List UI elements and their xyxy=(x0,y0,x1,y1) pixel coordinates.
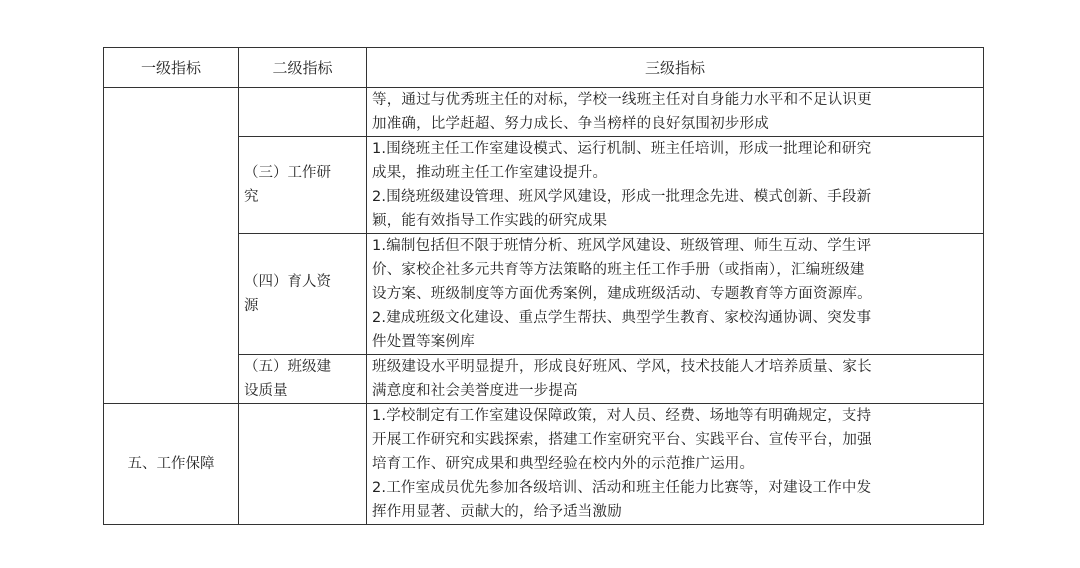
level2-cell xyxy=(239,355,367,404)
level3-line: 2.建成班级文化建设、重点学生帮扶、典型学生教育、家校沟通协调、突发事 xyxy=(372,310,872,326)
level2-line: 究 xyxy=(244,189,259,205)
level2-line: （五）班级建 xyxy=(244,359,331,375)
level1-cell: 五、工作保障 xyxy=(104,404,239,525)
level2-line: （三）工作研 xyxy=(244,165,331,181)
level3-cell xyxy=(367,88,984,137)
table-row xyxy=(104,404,984,525)
header-level3: 三级指标 xyxy=(367,48,984,88)
level3-line: 班级建设水平明显提升，形成良好班风、学风，技术技能人才培养质量、家长 xyxy=(372,359,872,375)
level1-cell-continued xyxy=(104,88,239,404)
header-level1: 一级指标 xyxy=(104,48,239,88)
level3-line: 满意度和社会美誉度进一步提高 xyxy=(372,383,578,399)
table-header-row xyxy=(104,48,984,88)
level3-line: 培育工作、研究成果和典型经验在校内外的示范推广运用。 xyxy=(372,456,755,472)
level2-cell xyxy=(239,137,367,234)
level3-line: 加准确，比学赶超、努力成长、争当榜样的良好氛围初步形成 xyxy=(372,116,769,132)
level3-cell xyxy=(367,355,984,404)
level2-cell-empty xyxy=(239,404,367,525)
level3-line: 成果，推动班主任工作室建设提升。 xyxy=(372,165,608,181)
level3-line: 等，通过与优秀班主任的对标，学校一线班主任对自身能力水平和不足认识更 xyxy=(372,92,872,108)
level2-line: 源 xyxy=(244,298,259,314)
level3-line: 2.工作室成员优先参加各级培训、活动和班主任能力比赛等，对建设工作中发 xyxy=(372,480,872,496)
level3-line: 挥作用显著、贡献大的，给予适当激励 xyxy=(372,504,622,520)
level2-cell-continued xyxy=(239,88,367,137)
level2-line: （四）育人资 xyxy=(244,274,331,290)
header-level2: 二级指标 xyxy=(239,48,367,88)
level3-cell xyxy=(367,137,984,234)
level3-line: 开展工作研究和实践探索，搭建工作室研究平台、实践平台、宣传平台，加强 xyxy=(372,432,872,448)
level3-line: 1.围绕班主任工作室建设模式、运行机制、班主任培训，形成一批理论和研究 xyxy=(372,141,872,157)
level3-line: 2.围绕班级建设管理、班风学风建设，形成一批理念先进、模式创新、手段新 xyxy=(372,189,872,205)
level2-cell xyxy=(239,234,367,355)
level3-line: 1.编制包括但不限于班情分析、班风学风建设、班级管理、师生互动、学生评 xyxy=(372,238,872,254)
level3-line: 价、家校企社多元共育等方法策略的班主任工作手册（或指南），汇编班级建 xyxy=(372,262,865,278)
level3-line: 1.学校制定有工作室建设保障政策，对人员、经费、场地等有明确规定，支持 xyxy=(372,408,872,424)
level3-line: 件处置等案例库 xyxy=(372,334,475,350)
level3-line: 颖，能有效指导工作实践的研究成果 xyxy=(372,213,608,229)
level3-cell xyxy=(367,234,984,355)
level3-cell xyxy=(367,404,984,525)
level2-line: 设质量 xyxy=(244,383,288,399)
table-row xyxy=(104,88,984,137)
level3-line: 设方案、班级制度等方面优秀案例，建成班级活动、专题教育等方面资源库。 xyxy=(372,286,872,302)
indicators-table xyxy=(103,47,984,525)
